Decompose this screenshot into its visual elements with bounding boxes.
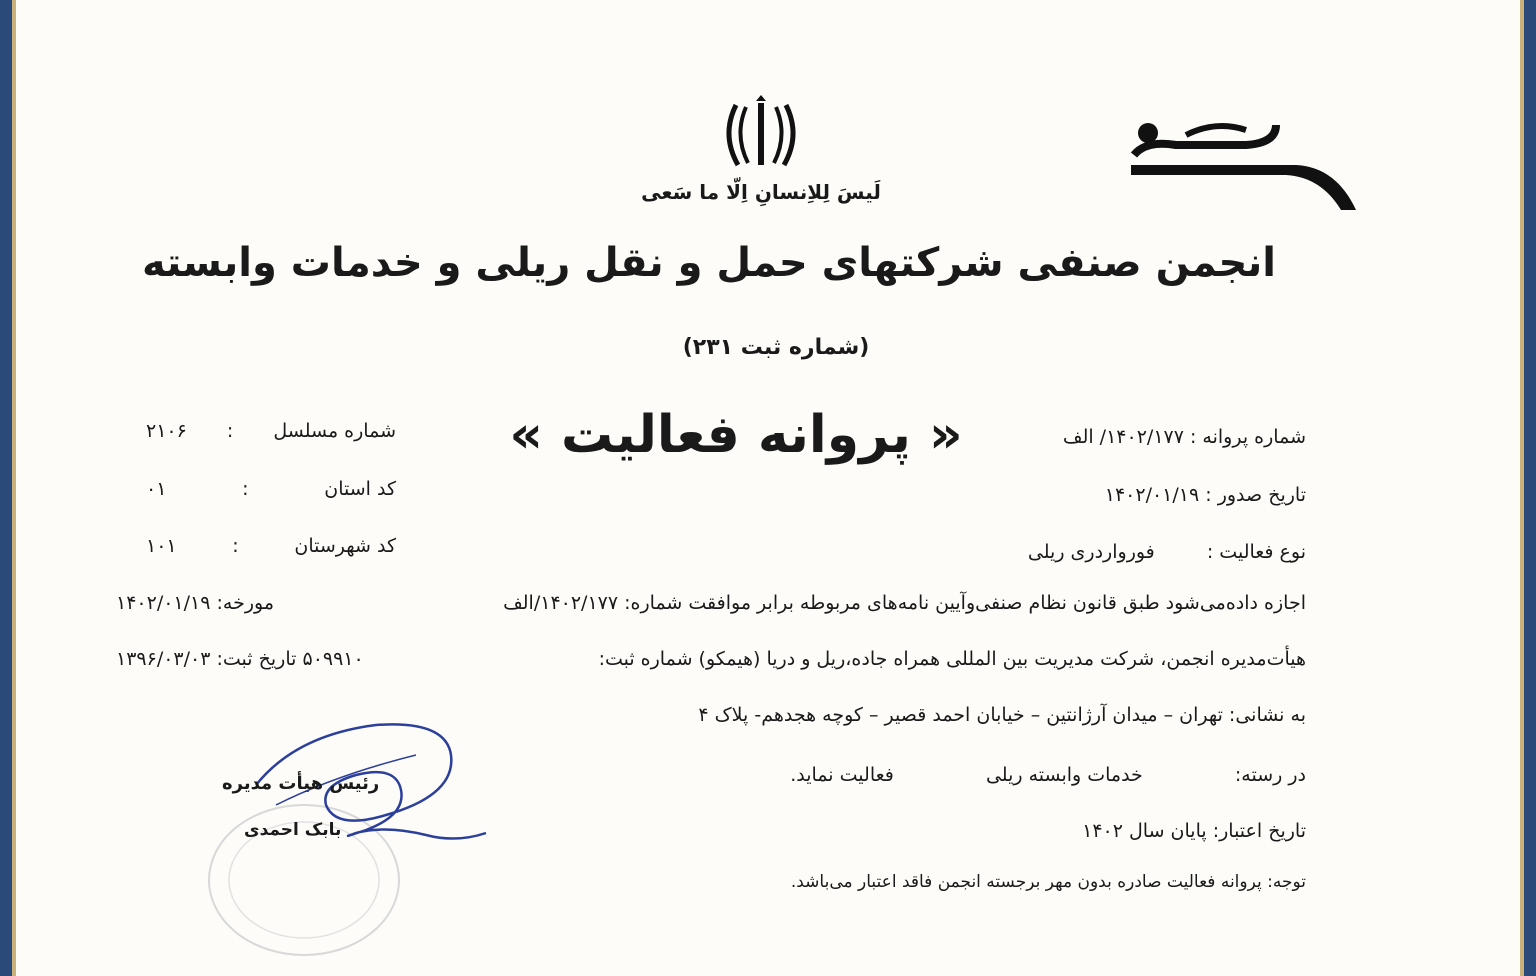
permission-date-value: ۱۴۰۲/۰۱/۱۹ [116,592,211,614]
note-line: توجه: پروانه فعالیت صادره بدون مهر برجسته انجمن فاقد اعتبار می‌باشد. [790,872,1306,892]
serial-number-value: ۲۱۰۶ [146,420,187,442]
permission-line [116,592,1306,614]
license-number-value: ۱۴۰۲/۱۷۷/ الف [1062,426,1184,448]
iran-emblem-icon [716,95,806,175]
address-label: به نشانی: [1228,704,1306,726]
permission-date-label: مورخه: [216,592,275,614]
registration-number: (شماره ثبت ۲۳۱) [682,335,870,360]
license-number-label: شماره پروانه : [1189,426,1306,448]
company-reg-value: ۵۰۹۹۱۰ [302,648,364,670]
activity-type-label: نوع فعالیت : [1206,541,1306,563]
company-reg-date-value: ۱۳۹۶/۰۳/۰۳ [116,648,211,670]
city-code-row [146,535,396,557]
rail-association-logo-icon [1126,115,1366,215]
issue-date-label: تاریخ صدور : [1205,484,1306,506]
signer-name: بابک احمدی [244,820,342,840]
province-separator: : [242,478,249,500]
province-code-row [146,478,396,500]
serial-separator: : [226,420,234,442]
issue-date-row [1105,484,1306,506]
validity-value: پایان سال ۱۴۰۲ [1082,820,1207,842]
province-code-label: کد استان [324,478,396,500]
company-line [116,648,1306,670]
validity-label: تاریخ اعتبار: [1212,820,1306,842]
signer-title: رئیس هیأت مدیره [222,773,380,794]
issue-date-value: ۱۴۰۲/۰۱/۱۹ [1104,484,1200,506]
license-document [12,0,1524,976]
serial-number-label: شماره مسلسل [273,420,396,442]
address-line [698,704,1306,726]
field-label: در رسته: [1234,764,1306,786]
activity-type-row [1028,541,1306,563]
province-code-value: ۰۱ [146,478,167,500]
field-line [790,764,1306,786]
address-value: تهران – میدان آرژانتین – خیابان احمد قصیر – کوچه هجدهم- پلاک ۴ [698,704,1223,726]
permission-text: اجازه داده‌می‌شود طبق قانون نظام صنفی‌وآیین نامه‌های مربوطه برابر موافقت شماره: ۱۴۰۲/۱۷۷/الف [503,592,1306,614]
license-number-row [1063,426,1306,448]
field-value: خدمات وابسته ریلی [985,764,1143,786]
company-text: هیأت‌مدیره انجمن، شرکت مدیریت بین المللی همراه جاده،ریل و دریا (هیمکو) شماره ثبت: [598,648,1306,670]
validity-line [1082,820,1306,842]
company-reg-date-label: تاریخ ثبت: [216,648,297,670]
city-code-value: ۱۰۱ [146,535,177,557]
motto: لَیسَ لِلاِنسانِ اِلّا ما سَعی [641,180,881,204]
city-code-label: کد شهرستان [294,535,396,557]
serial-number-row [146,420,396,442]
city-separator: : [232,535,239,557]
license-title: « پروانه فعالیت » [509,405,963,465]
field-suffix: فعالیت نماید. [790,764,894,786]
organization-title: انجمن صنفی شرکتهای حمل و نقل ریلی و خدمات وابسته [141,240,1276,286]
activity-type-value: فورواردری ریلی [1027,541,1155,563]
